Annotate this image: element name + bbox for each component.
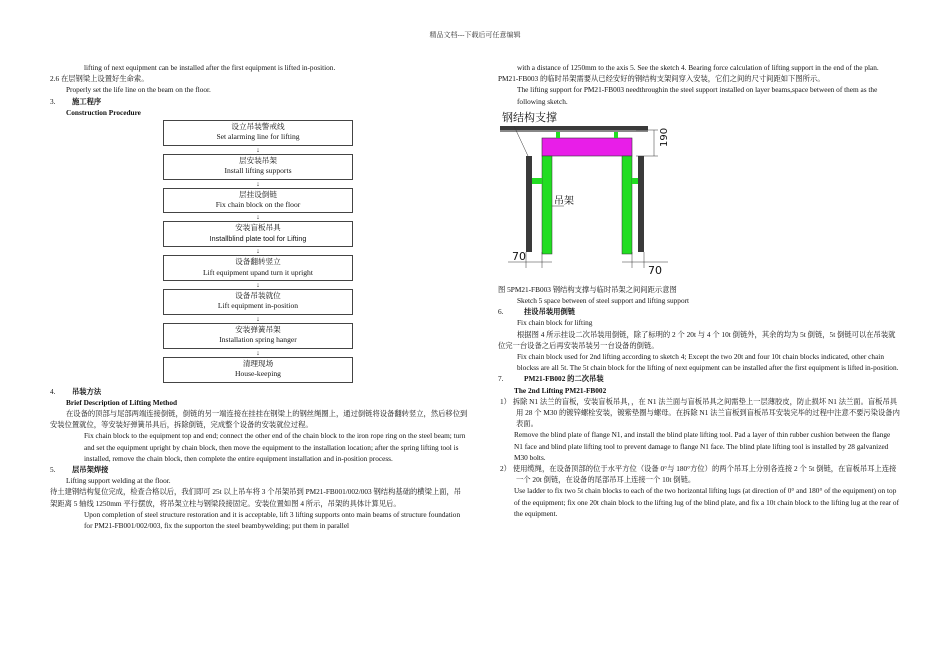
flow-step: 安装盲板吊具 Installblind plate tool for Lifting (163, 221, 353, 247)
post (614, 132, 618, 138)
flow-step: 层挂设倒链 Fix chain block on the floor (163, 188, 353, 214)
paragraph-fb003-cn: PM21-FB003 的临时吊架需要从已经安好的钢结构支架间穿入安装，它们之间的尺寸间距如下图所示。 (498, 74, 825, 84)
down-arrow-icon: ↓ (256, 247, 260, 256)
label-steel-support: 钢结构支撑 (502, 110, 557, 124)
section-4-paragraph-cn: 在设备的顶部与尾部两端连接倒链，倒链的另一端连接在挂挂在钢梁上的钢丝绳圈上，通过倒链将设备翻转竖立，然后移位到安装位置就位，等安装好弹簧吊具后，拆除倒链，完成整个设备的安装就位过程。 (50, 408, 468, 430)
down-arrow-icon: ↓ (256, 348, 260, 357)
section-2-6-cn: 2.6 在层钢梁上设置好生命索。 (50, 74, 149, 84)
section-6-heading: 6. 挂设吊装用倒链 (498, 307, 576, 317)
step-1-cn: 1） 拆除 N1 法兰的盲板，安装盲板吊具，，在 N1 法兰面与盲板吊具之间需垫上一层薄胶皮，防止损坏 N1 法兰面。盲板吊具用 28 个 M30 的镀锌螺栓安装，镀紫垫圈与螺母。在拆除 N1 法兰盲板到盲板吊耳安装完毕的过程中注意不要污染设备内表面。 (500, 396, 900, 429)
flow-step: 设备翻转竖立 Lift equipment upand turn it upright (163, 255, 353, 281)
section-7-heading: 7. PM21-FB002 的二次吊装 (498, 374, 604, 384)
section-5-title-en: Lifting support welding at the floor. (66, 476, 171, 486)
section-5-paragraph-en: Upon completion of steel structure restoration and it is acceptable, lift 3 lifting supports onto main beams of structure foundation for PM21-FB001/002/003, fix the supporton the steel beambywelding; put them in parallel (84, 509, 461, 530)
step-2-en: Use ladder to fix two 5t chain blocks to each of the two horizontal lifting lugs (at direction of 0° and 180° of the equipment) on top of the equipment; fix one 20t chain block to the lifting lug of the blind plate, and fix a 10t chain block to the lifting lug at the rear of the equipment. (514, 486, 900, 518)
figure-caption-en: Sketch 5 space between of steel support and lifting support (517, 296, 690, 306)
flow-step: 清理现场 House-keeping (163, 357, 353, 383)
dim-right: 70 (648, 263, 662, 277)
brace-right (632, 178, 638, 184)
flow-step: 设立吊装警戒线 Set alarming line for lifting (163, 120, 353, 146)
section-5-heading: 5. 层吊架焊接 (50, 464, 109, 474)
procedure-flowchart (163, 120, 353, 383)
paragraph-intro: lifting of next equipment can be installed after the first equipment is lifted in-position. (84, 63, 336, 72)
label-hanger: 吊架 (554, 195, 574, 207)
section-6-paragraph-en: Fix chain block used for 2nd lifting according to sketch 4; Except the two 20t and four 10t chain blocks indicated, other chain blockss are all 5t. The 5t chain block for the lifting of next equipment can be installed after the first equipment is lifted in-position. (517, 352, 899, 373)
step-1-en: Remove the blind plate of flange N1, and install the blind plate lifting tool. Pad a layer of thin rubber cushion between the flange N1 face and blind plate lifting tool to prevent damage to flange N1 face. The blind plate lifting tool is installed by 28 galvanized M30 bolts. (514, 430, 891, 462)
page-header: 精品文档---下载后可任意编辑 (429, 31, 521, 39)
section-6-paragraph-cn: 根据图 4 所示挂设二次吊装用倒链，除了标明的 2 个 20t 与 4 个 10t 倒链外，其余的均为 5t 倒链，5t 倒链可以在吊装就位完一台设备之后再安装吊装另一台设备的倒链。 (498, 329, 896, 350)
figure-caption-cn: 图 5PM21-FB003 钢结构支撑与临时吊架之间间距示意图 (498, 284, 677, 294)
hanger-leg-left (542, 156, 552, 254)
paragraph-fb003-en: The lifting support for PM21-FB003 needthroughin the steel support installed on layer beams,space between of them as the following sketch. (517, 85, 878, 106)
section-6-title-en: Fix chain block for lifting (517, 318, 593, 328)
section-3-heading (50, 96, 468, 107)
down-arrow-icon: ↓ (256, 179, 260, 188)
flow-step: 安装弹簧吊架 Installation spring hanger (163, 323, 353, 349)
down-arrow-icon: ↓ (256, 213, 260, 222)
sketch-drawing (498, 110, 698, 280)
section-5-paragraph-cn: 待土建钢结构复位完成，检查合格以后，我们即可 25t 以上吊车将 3 个吊架吊到 PM21-FB001/002/003 钢结构基础的横梁上面，吊架距离 5 轴线 1250mm 平行摆放，将吊架立柱与钢梁段接固定。安装位置如图 4 所示，吊架的具体计算见后。 (50, 487, 462, 508)
post (556, 132, 560, 138)
flow-step: 设备吊装就位 Lift equipment in-position (163, 289, 353, 315)
steel-beam-top (500, 126, 648, 130)
section-4-paragraph-en: Fix chain block to the equipment top and end; connect the other end of the chain block to the iron rope ring on the steel beam; turn and set the equipment upright by chain block, then move the equipment to the installation location; after the spring lifting tool is installed, remove the chain block, then complete the entire equipment installation and in-position process. (84, 431, 466, 463)
hanger-crossbeam (542, 138, 632, 156)
section-4-title-en: Brief Description of Lifting Method (66, 397, 178, 407)
brace-left (532, 178, 542, 184)
right-column (498, 62, 900, 519)
down-arrow-icon: ↓ (256, 314, 260, 323)
down-arrow-icon: ↓ (256, 145, 260, 154)
dim-left: 70 (512, 249, 526, 263)
steel-column-left (526, 156, 532, 252)
paragraph-continued: with a distance of 1250mm to the axis 5. See the sketch 4. Bearing force calculation of lifting support in the end of the plan. (517, 63, 879, 72)
section-7-title-en: The 2nd Lifting PM21-FB002 (514, 385, 607, 395)
flow-step: 层安装吊架 Install lifting supports (163, 154, 353, 180)
section-4-heading: 4. 吊装方法 (50, 386, 102, 396)
steel-beam-flange (500, 130, 648, 132)
section-3-title-en: Construction Procedure (66, 107, 141, 117)
support-spacing-sketch (498, 110, 698, 280)
dim-top: 190 (659, 127, 670, 147)
hanger-leg-right (622, 156, 632, 254)
step-2-cn: 2） 使用缆绳，在设备顶部的位于水平方位（设备 0°与 180°方位）的两个吊耳上分别各连接 2 个 5t 倒链，在盲板吊耳上连接一个 20t 倒链，在设备的尾部吊耳上连接一个 10t 倒链。 (500, 464, 897, 485)
left-column (50, 62, 468, 531)
section-2-6-en: Properly set the life line on the beam on the floor. (66, 85, 211, 95)
section-title-cn: 施工程序 (72, 96, 102, 106)
steel-column-right (638, 156, 644, 252)
down-arrow-icon: ↓ (256, 281, 260, 290)
section-number: 3. (50, 96, 56, 106)
